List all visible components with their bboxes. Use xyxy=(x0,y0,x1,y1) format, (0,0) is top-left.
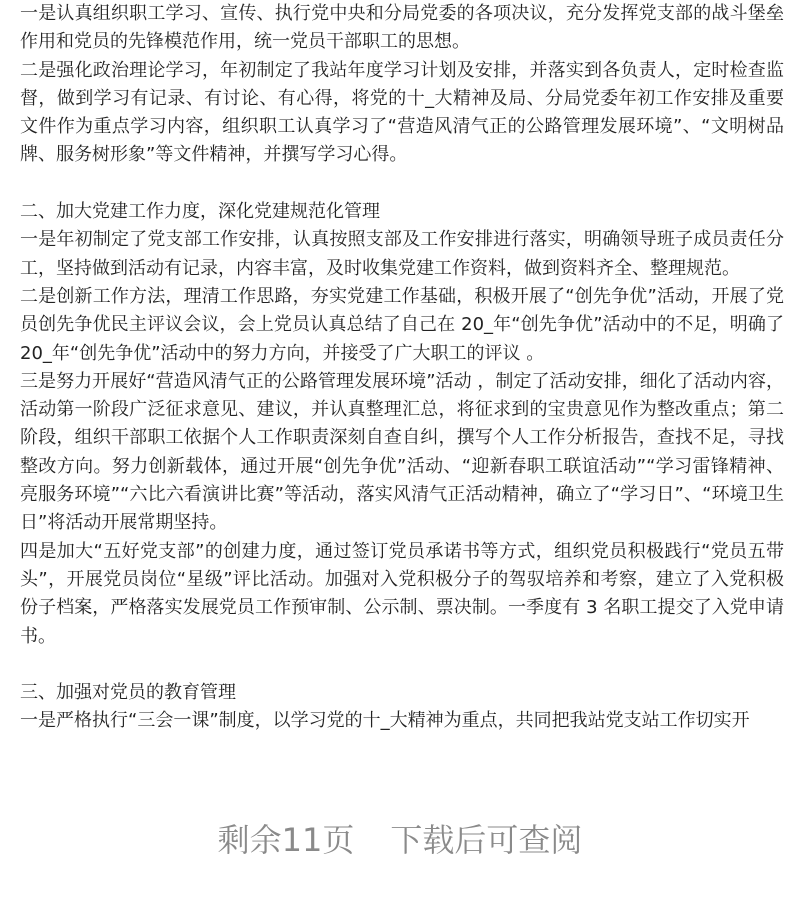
remaining-pages-label: 剩余11页 xyxy=(217,821,355,859)
blank-line xyxy=(20,170,784,198)
section-heading-3: 三、加强对党员的教育管理 xyxy=(20,682,236,704)
paragraph-6: 四是加大“五好党支部”的创建力度，通过签订党员承诺书等方式，组织党员积极践行“党员五带头”，开展党员岗位“星级”评比活动。加强对入党积极分子的驾驭培养和考察，建立了入党积极份子档案，严格落实发展党员工作预审制、公示制、票决制。一季度有 3 名职工提交了入党申请书。 xyxy=(20,540,784,647)
download-to-read-label: 下载后可查阅 xyxy=(390,821,583,859)
document-body xyxy=(20,0,784,736)
section-heading-2: 二、加大党建工作力度，深化党建规范化管理 xyxy=(20,201,380,223)
download-prompt[interactable] xyxy=(0,812,800,868)
blank-line xyxy=(20,651,784,679)
paragraph-3: 一是年初制定了党支部工作安排，认真按照支部及工作安排进行落实，明确领导班子成员责任分工，坚持做到活动有记录，内容丰富，及时收集党建工作资料，做到资料齐全、整理规范。 xyxy=(20,229,784,279)
paragraph-7: 一是严格执行“三会一课”制度，以学习党的十_大精神为重点，共同把我站党支站工作切实开 xyxy=(20,710,750,732)
paragraph-5: 三是努力开展好“营造风清气正的公路管理发展环境”活动 ，制定了活动安排，细化了活动内容，活动第一阶段广泛征求意见、建议，并认真整理汇总，将征求到的宝贵意见作为整改重点；第二阶段，组织干部职工依据个人工作职责深刻自查自纠，撰写个人工作分析报告，查找不足，寻找整改方向。努力创新载体，通过开展“创先争优”活动、“迎新春职工联谊活动”“学习雷锋精神、亮服务环境”“六比六看演讲比赛”等活动，落实风清气正活动精神，确立了“学习日”、“环境卫生日”将活动开展常期坚持。 xyxy=(20,370,784,534)
paragraph-2: 二是强化政治理论学习，年初制定了我站年度学习计划及安排，并落实到各负责人，定时检查监督，做到学习有记录、有讨论、有心得，将党的十_大精神及局、分局党委年初工作安排及重要文件作为重点学习内容，组织职工认真学习了“营造风清气正的公路管理发展环境”、“文明树品牌、服务树形象”等文件精神，并撰写学习心得。 xyxy=(20,59,784,166)
paragraph-1: 一是认真组织职工学习、宣传、执行党中央和分局党委的各项决议，充分发挥党支部的战斗堡垒作用和党员的先锋模范作用，统一党员干部职工的思想。 xyxy=(20,3,784,53)
paragraph-4: 二是创新工作方法，理清工作思路，夯实党建工作基础，积极开展了“创先争优”活动，开展了党员创先争优民主评议会议，会上党员认真总结了自己在 20_年“创先争优”活动中的不足，明确了 20_年“创先争优”活动中的努力方向，并接受了广大职工的评议 。 xyxy=(20,285,784,364)
